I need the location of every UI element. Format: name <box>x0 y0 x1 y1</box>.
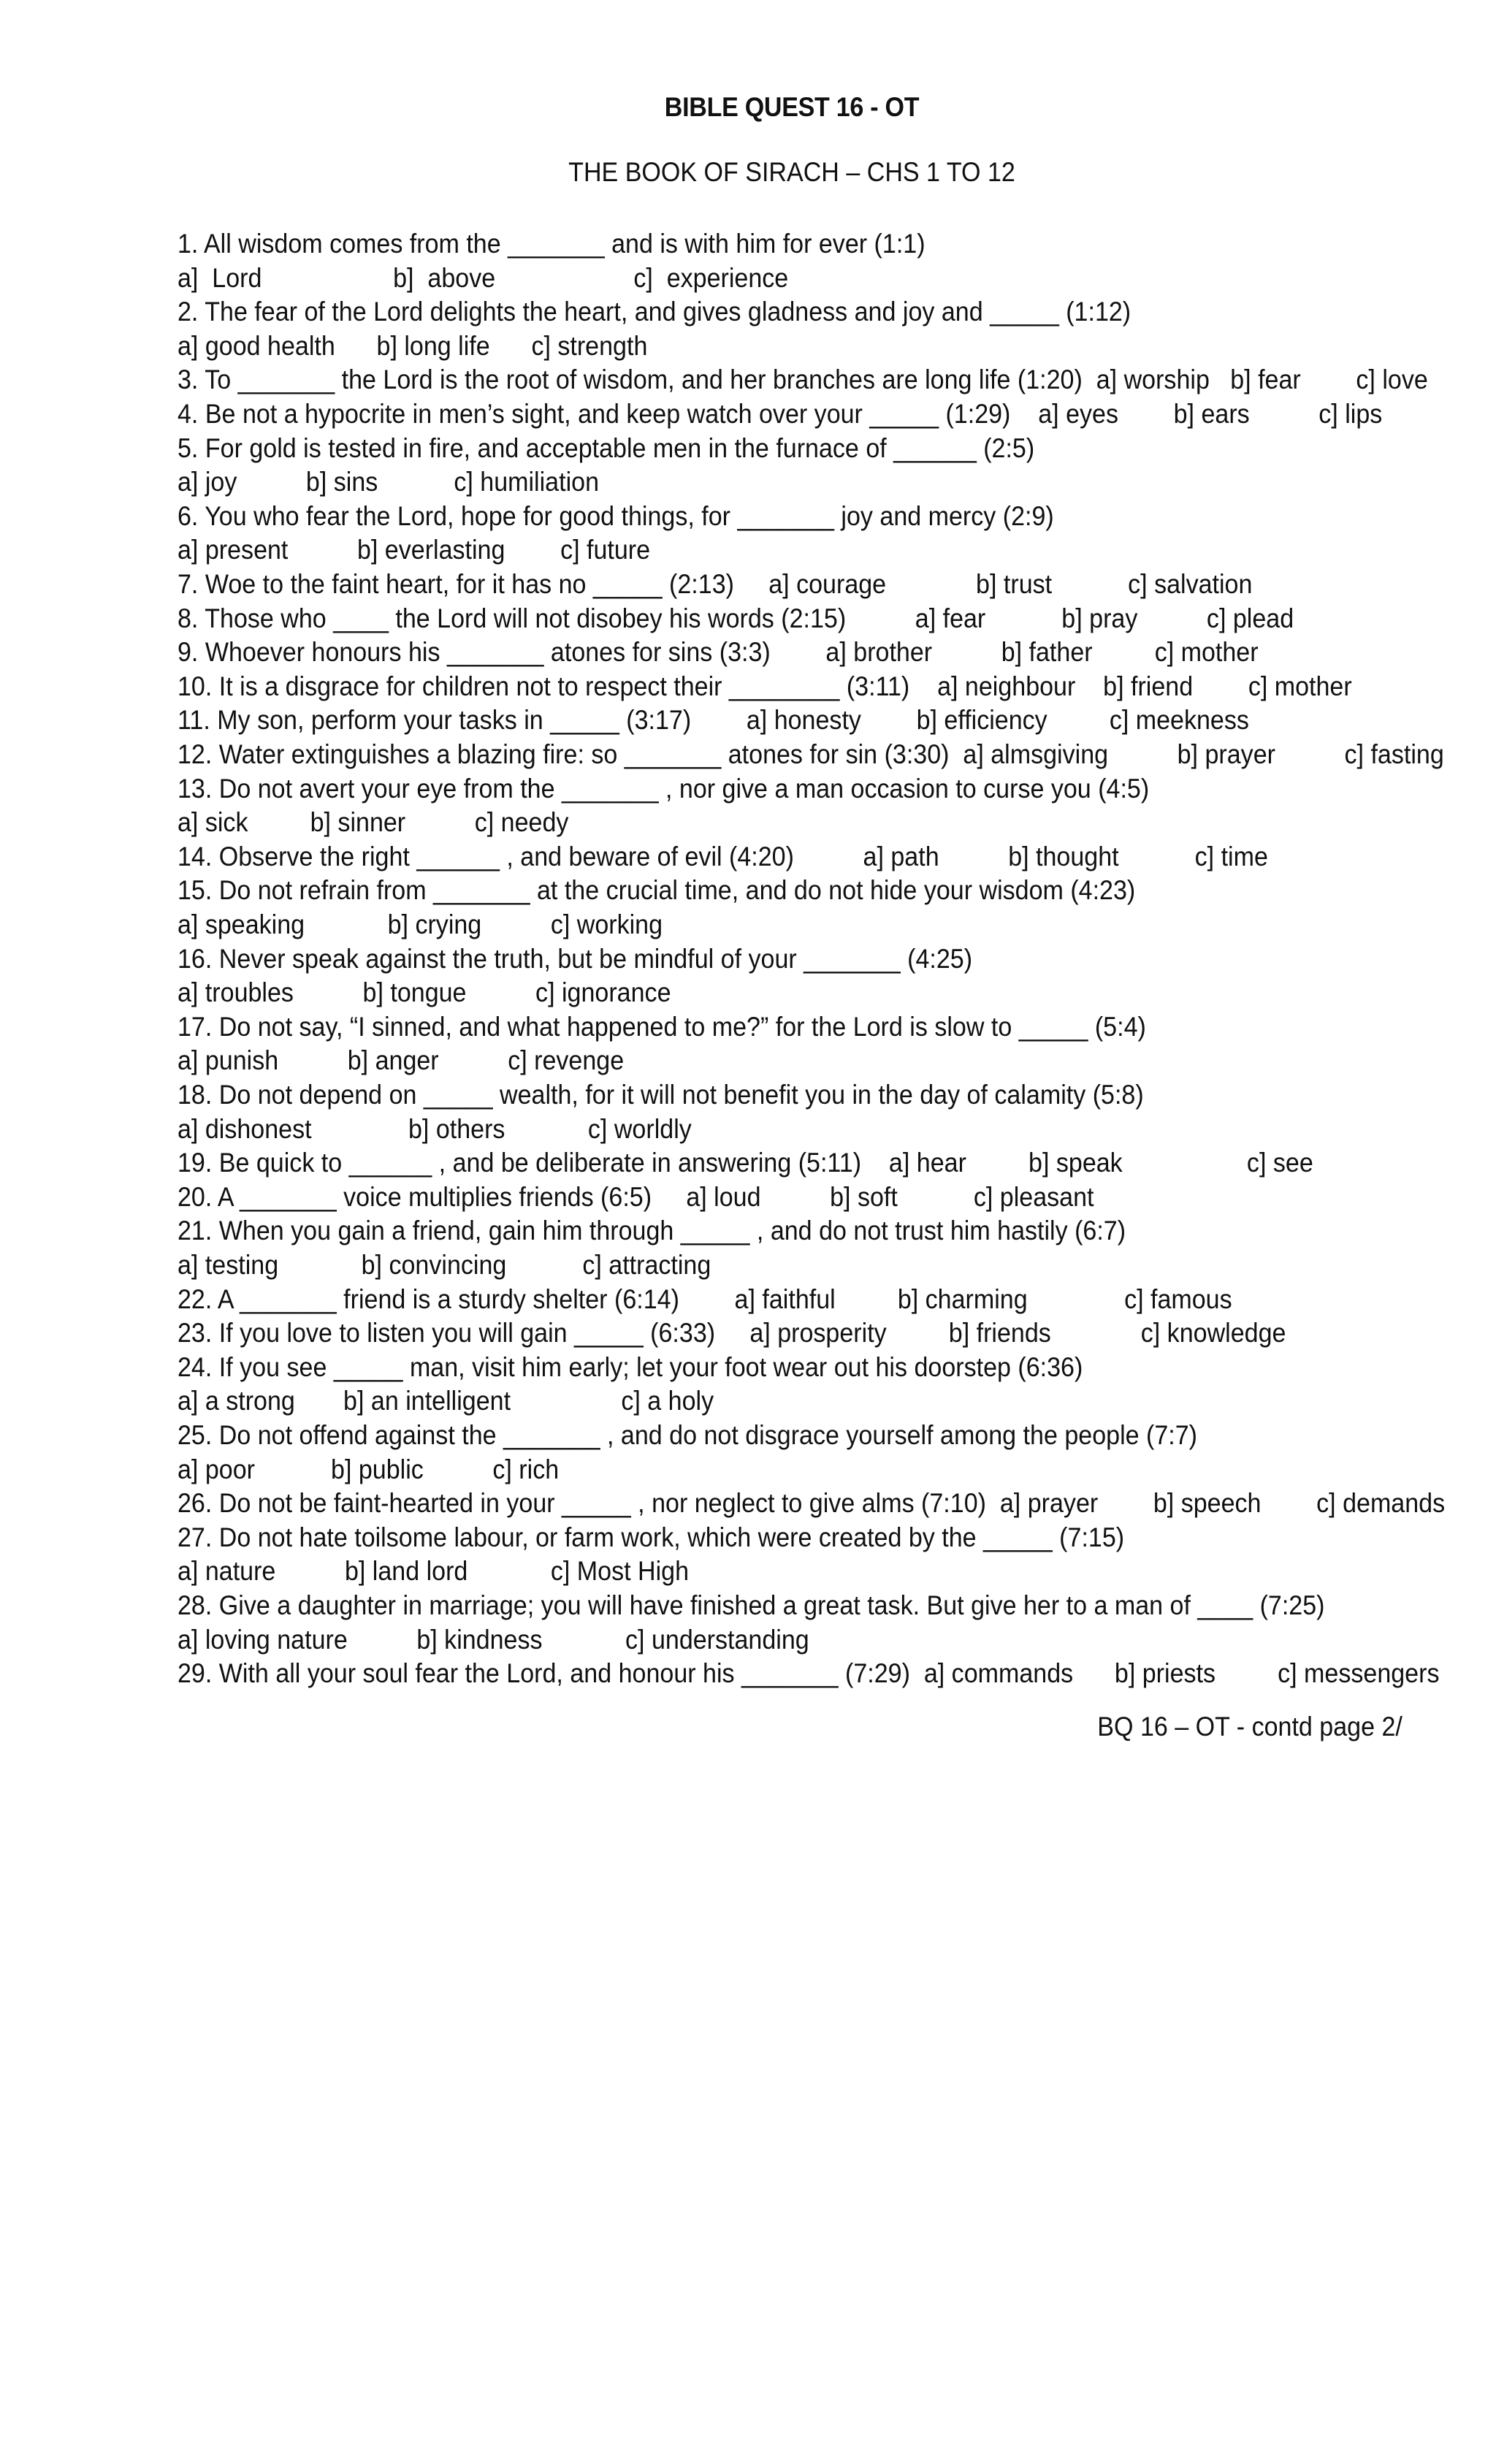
question-line: a] a strong b] an intelligent c] a holy <box>178 1386 714 1416</box>
question-line: 5. For gold is tested in fire, and acceptable men in the furnace of ______ (2:5) <box>178 432 1035 463</box>
question-line: 4. Be not a hypocrite in men’s sight, and keep watch over your _____ (1:29) a] eyes b] ears c] lips <box>178 399 1383 429</box>
question-line: 11. My son, perform your tasks in _____ (3:17) a] honesty b] efficiency c] meekness <box>178 705 1249 736</box>
document-title: BIBLE QUEST 16 - OT <box>664 92 920 122</box>
question-line: a] loving nature b] kindness c] understanding <box>178 1624 809 1655</box>
question-line: 24. If you see _____ man, visit him early; let your foot wear out his doorstep (6:36) <box>178 1351 1083 1382</box>
question-line: 14. Observe the right ______ , and beware of evil (4:20) a] path b] thought c] time <box>178 841 1268 871</box>
question-line: a] speaking b] crying c] working <box>178 909 663 939</box>
question-line: 29. With all your soul fear the Lord, and honour his _______ (7:29) a] commands b] priests c] messengers <box>178 1658 1440 1689</box>
question-line: 1. All wisdom comes from the _______ and is with him for ever (1:1) <box>178 229 926 259</box>
question-line: 3. To _______ the Lord is the root of wisdom, and her branches are long life (1:20) a] worship b] fear c] love <box>178 365 1428 395</box>
question-line: 9. Whoever honours his _______ atones for sins (3:3) a] brother b] father c] mother <box>178 637 1259 668</box>
question-line: a] sick b] sinner c] needy <box>178 807 569 838</box>
question-line: a] dishonest b] others c] worldly <box>178 1113 692 1144</box>
question-line: a] testing b] convincing c] attracting <box>178 1250 711 1280</box>
question-line: a] punish b] anger c] revenge <box>178 1045 625 1076</box>
question-line: 19. Be quick to ______ , and be deliberate in answering (5:11) a] hear b] speak c] see <box>178 1148 1313 1178</box>
question-line: a] nature b] land lord c] Most High <box>178 1556 690 1587</box>
page-footer: BQ 16 – OT - contd page 2/ <box>1097 1712 1402 1742</box>
question-line: a] troubles b] tongue c] ignorance <box>178 977 671 1008</box>
question-line: a] present b] everlasting c] future <box>178 535 651 565</box>
question-line: 12. Water extinguishes a blazing fire: so _______ atones for sin (3:30) a] almsgiving b] prayer c] fasting <box>178 739 1444 769</box>
question-line: 7. Woe to the faint heart, for it has no _____ (2:13) a] courage b] trust c] salvation <box>178 569 1253 599</box>
question-line: a] Lord b] above c] experience <box>178 262 789 293</box>
question-line: a] good health b] long life c] strength <box>178 330 648 361</box>
question-line: 6. You who fear the Lord, hope for good things, for _______ joy and mercy (2:9) <box>178 500 1054 531</box>
document-subtitle: THE BOOK OF SIRACH – CHS 1 TO 12 <box>568 157 1015 187</box>
question-line: 26. Do not be faint-hearted in your _____ , nor neglect to give alms (7:10) a] prayer b] speech c] demands <box>178 1488 1446 1519</box>
question-line: a] joy b] sins c] humiliation <box>178 467 600 497</box>
question-line: 20. A _______ voice multiplies friends (6:5) a] loud b] soft c] pleasant <box>178 1181 1094 1212</box>
question-line: 28. Give a daughter in marriage; you will have finished a great task. But give her to a man of ____ (7:25) <box>178 1590 1325 1620</box>
question-line: 16. Never speak against the truth, but be mindful of your _______ (4:25) <box>178 943 973 974</box>
question-line: 18. Do not depend on _____ wealth, for it will not benefit you in the day of calamity (5:8) <box>178 1080 1144 1110</box>
question-line: 23. If you love to listen you will gain _____ (6:33) a] prosperity b] friends c] knowledge <box>178 1318 1286 1349</box>
question-line: 27. Do not hate toilsome labour, or farm work, which were created by the _____ (7:15) <box>178 1522 1125 1552</box>
question-line: 21. When you gain a friend, gain him through _____ , and do not trust him hastily (6:7) <box>178 1216 1126 1246</box>
question-line: 25. Do not offend against the _______ , and do not disgrace yourself among the people (7:7) <box>178 1420 1198 1450</box>
question-line: 10. It is a disgrace for children not to respect their ________ (3:11) a] neighbour b] friend c] mother <box>178 671 1352 701</box>
question-line: a] poor b] public c] rich <box>178 1454 560 1484</box>
question-line: 17. Do not say, “I sinned, and what happened to me?” for the Lord is slow to _____ (5:4) <box>178 1011 1146 1042</box>
question-line: 2. The fear of the Lord delights the heart, and gives gladness and joy and _____ (1:12) <box>178 297 1131 327</box>
question-line: 22. A _______ friend is a sturdy shelter (6:14) a] faithful b] charming c] famous <box>178 1284 1232 1314</box>
question-line: 15. Do not refrain from _______ at the crucial time, and do not hide your wisdom (4:23) <box>178 875 1136 906</box>
question-line: 13. Do not avert your eye from the _______ , nor give a man occasion to curse you (4:5) <box>178 773 1150 804</box>
question-line: 8. Those who ____ the Lord will not disobey his words (2:15) a] fear b] pray c] plead <box>178 603 1294 633</box>
